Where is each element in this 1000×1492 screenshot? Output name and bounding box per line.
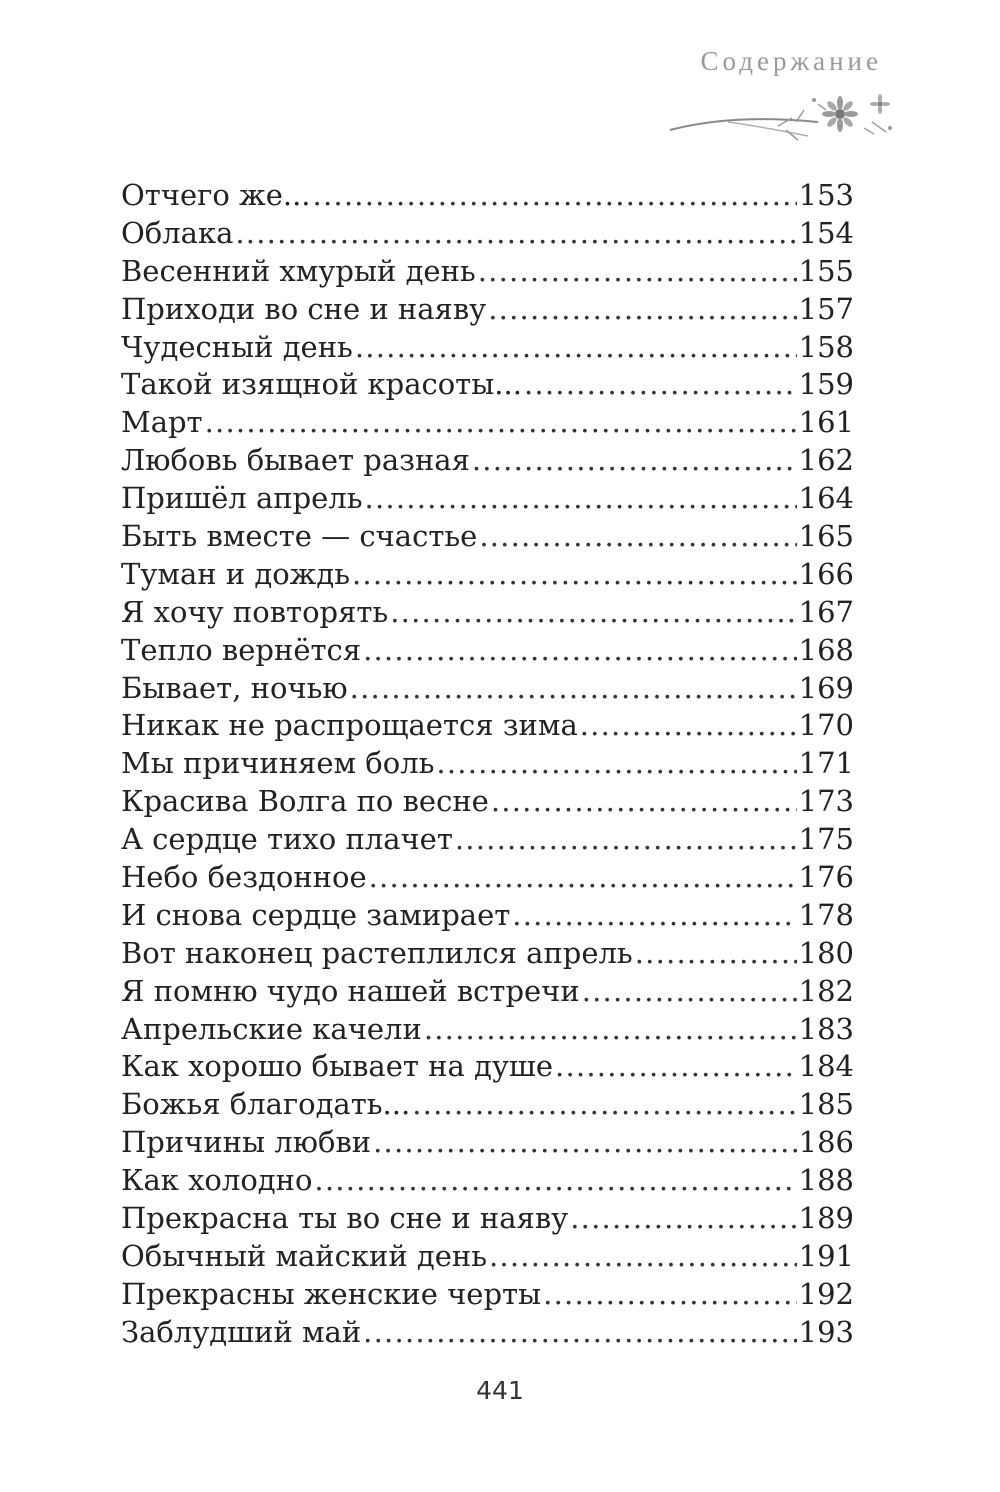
toc-entry-page: 175 xyxy=(798,822,854,857)
toc-entry-title: Небо бездонное xyxy=(121,860,367,895)
toc-entry-title: Приходи во сне и наяву xyxy=(121,291,487,326)
toc-entry-page: 191 xyxy=(798,1238,854,1273)
dot-leader xyxy=(363,1314,796,1352)
dot-leader xyxy=(455,821,797,859)
toc-entry[interactable] xyxy=(121,1124,854,1162)
toc-entry[interactable] xyxy=(121,897,854,935)
toc-entry[interactable] xyxy=(121,821,854,859)
toc-entry-page: 153 xyxy=(798,178,854,212)
toc-entry-title: Я помню чудо нашей встречи xyxy=(121,973,580,1008)
dot-leader xyxy=(235,215,796,253)
toc-entry[interactable] xyxy=(121,783,854,821)
toc-entry[interactable] xyxy=(121,177,854,215)
toc-entry-page: 162 xyxy=(798,443,854,478)
dot-leader xyxy=(488,291,796,329)
dot-leader xyxy=(555,1048,797,1086)
dot-leader xyxy=(580,707,797,745)
toc-entry-page: 158 xyxy=(798,329,854,364)
toc-entry-title: Чудесный день xyxy=(121,329,353,364)
toc-entry[interactable] xyxy=(121,1162,854,1200)
dot-leader xyxy=(314,1162,796,1200)
page-number: 441 xyxy=(476,1376,524,1405)
toc-entry-title: Обычный майский день xyxy=(121,1238,487,1273)
toc-entry[interactable] xyxy=(121,1086,854,1124)
dot-leader xyxy=(570,1200,796,1238)
toc-entry[interactable] xyxy=(121,1314,854,1352)
toc-entry-page: 178 xyxy=(798,897,854,932)
toc-entry[interactable] xyxy=(121,935,854,973)
running-head: Содержание xyxy=(700,46,882,76)
toc-entry[interactable] xyxy=(121,253,854,291)
toc-entry-page: 168 xyxy=(798,632,854,667)
toc-entry-page: 192 xyxy=(798,1276,854,1311)
toc-entry[interactable] xyxy=(121,1238,854,1276)
toc-entry[interactable] xyxy=(121,291,854,329)
dot-leader xyxy=(512,897,796,935)
toc-entry-page: 193 xyxy=(798,1314,854,1349)
toc-entry-page: 155 xyxy=(798,253,854,288)
toc-entry-title: Апрельские качели xyxy=(121,1011,422,1046)
toc-entry[interactable] xyxy=(121,518,854,556)
toc-entry-title: Вот наконец растеплился апрель xyxy=(121,935,633,970)
toc-entry-title: Никак не распрощается зима xyxy=(121,708,578,743)
toc-entry-title: Как хорошо бывает на душе xyxy=(121,1049,554,1084)
toc-entry-page: 184 xyxy=(798,1049,854,1084)
toc-entry[interactable] xyxy=(121,1200,854,1238)
toc-entry-title: Весенний хмурый день xyxy=(121,253,476,288)
toc-entry-page: 176 xyxy=(798,860,854,895)
toc-entry-title: Туман и дождь xyxy=(121,556,350,591)
dot-leader xyxy=(491,783,797,821)
toc-entry-page: 169 xyxy=(798,670,854,705)
dot-leader xyxy=(355,329,797,367)
toc-entry-title: Причины любви xyxy=(121,1125,372,1160)
toc-entry-page: 164 xyxy=(798,481,854,516)
toc-entry-page: 159 xyxy=(798,367,854,402)
toc-entry-title: Красива Волга по весне xyxy=(121,784,489,819)
toc-entry-title: Бывает, ночью xyxy=(121,670,348,705)
table-of-contents xyxy=(121,177,854,1352)
toc-entry[interactable] xyxy=(121,329,854,367)
toc-entry-page: 188 xyxy=(798,1163,854,1198)
dot-leader xyxy=(373,1124,797,1162)
dot-leader xyxy=(350,670,797,708)
dot-leader xyxy=(635,935,797,973)
dot-leader xyxy=(369,859,797,897)
dot-leader xyxy=(582,973,797,1011)
dot-leader xyxy=(472,442,797,480)
toc-entry-title: Заблудший май xyxy=(121,1314,362,1349)
dot-leader xyxy=(352,556,797,594)
dot-leader xyxy=(313,177,797,215)
toc-entry-page: 189 xyxy=(798,1201,854,1236)
toc-entry-page: 185 xyxy=(798,1087,854,1122)
dot-leader xyxy=(524,366,797,404)
toc-entry-title: Прекрасна ты во сне и наяву xyxy=(121,1201,569,1236)
dot-leader xyxy=(479,518,796,556)
toc-entry-title: А сердце тихо плачет xyxy=(121,822,453,857)
toc-entry-page: 161 xyxy=(798,405,854,440)
toc-entry-title: Март xyxy=(121,405,203,440)
toc-entry-page: 166 xyxy=(798,556,854,591)
toc-entry-title: И снова сердце замирает xyxy=(121,897,511,932)
toc-entry-page: 180 xyxy=(798,935,854,970)
toc-entry-title: Такой изящной красоты... xyxy=(121,367,522,402)
toc-entry-page: 167 xyxy=(798,594,854,629)
toc-entry-title: Божья благодать... xyxy=(121,1087,411,1122)
toc-entry-page: 183 xyxy=(798,1011,854,1046)
toc-entry[interactable] xyxy=(121,632,854,670)
toc-entry-page: 186 xyxy=(798,1125,854,1160)
toc-entry[interactable] xyxy=(121,1011,854,1049)
toc-entry[interactable] xyxy=(121,707,854,745)
dot-leader xyxy=(412,1086,796,1124)
toc-entry[interactable] xyxy=(121,1276,854,1314)
toc-entry-title: Тепло вернётся xyxy=(121,632,362,667)
toc-entry-page: 165 xyxy=(798,519,854,554)
dot-leader xyxy=(365,480,797,518)
toc-entry-title: Мы причиняем боль xyxy=(121,746,435,781)
toc-entry-title: Я хочу повторять xyxy=(121,594,389,629)
toc-entry[interactable] xyxy=(121,859,854,897)
toc-entry[interactable] xyxy=(121,556,854,594)
toc-entry[interactable] xyxy=(121,215,854,253)
toc-entry-page: 170 xyxy=(798,708,854,743)
dot-leader xyxy=(478,253,797,291)
dot-leader xyxy=(436,745,796,783)
toc-entry[interactable] xyxy=(121,973,854,1011)
toc-entry[interactable] xyxy=(121,480,854,518)
flower-branch-icon xyxy=(668,92,898,148)
toc-entry-page: 157 xyxy=(798,291,854,326)
toc-entry-page: 173 xyxy=(798,784,854,819)
toc-entry[interactable] xyxy=(121,442,854,480)
toc-entry[interactable] xyxy=(121,404,854,442)
dot-leader xyxy=(390,594,796,632)
toc-entry-page: 154 xyxy=(798,215,854,250)
toc-entry-title: Любовь бывает разная xyxy=(121,443,470,478)
toc-entry-title: Быть вместе — счастье xyxy=(121,519,478,554)
toc-entry[interactable] xyxy=(121,745,854,783)
dot-leader xyxy=(543,1276,797,1314)
toc-entry-page: 171 xyxy=(798,746,854,781)
dot-leader xyxy=(489,1238,797,1276)
dot-leader xyxy=(424,1011,797,1049)
toc-entry-title: Облака xyxy=(121,215,234,250)
toc-entry[interactable] xyxy=(121,1048,854,1086)
dot-leader xyxy=(205,404,797,442)
toc-entry-title: Пришёл апрель xyxy=(121,481,363,516)
toc-entry-title: Отчего же... xyxy=(121,178,311,212)
dot-leader xyxy=(363,632,797,670)
toc-entry[interactable] xyxy=(121,670,854,708)
toc-entry-title: Прекрасны женские черты xyxy=(121,1276,542,1311)
toc-entry-page: 182 xyxy=(798,973,854,1008)
toc-entry-title: Как холодно xyxy=(121,1163,313,1198)
toc-entry[interactable] xyxy=(121,366,854,404)
toc-entry[interactable] xyxy=(121,594,854,632)
